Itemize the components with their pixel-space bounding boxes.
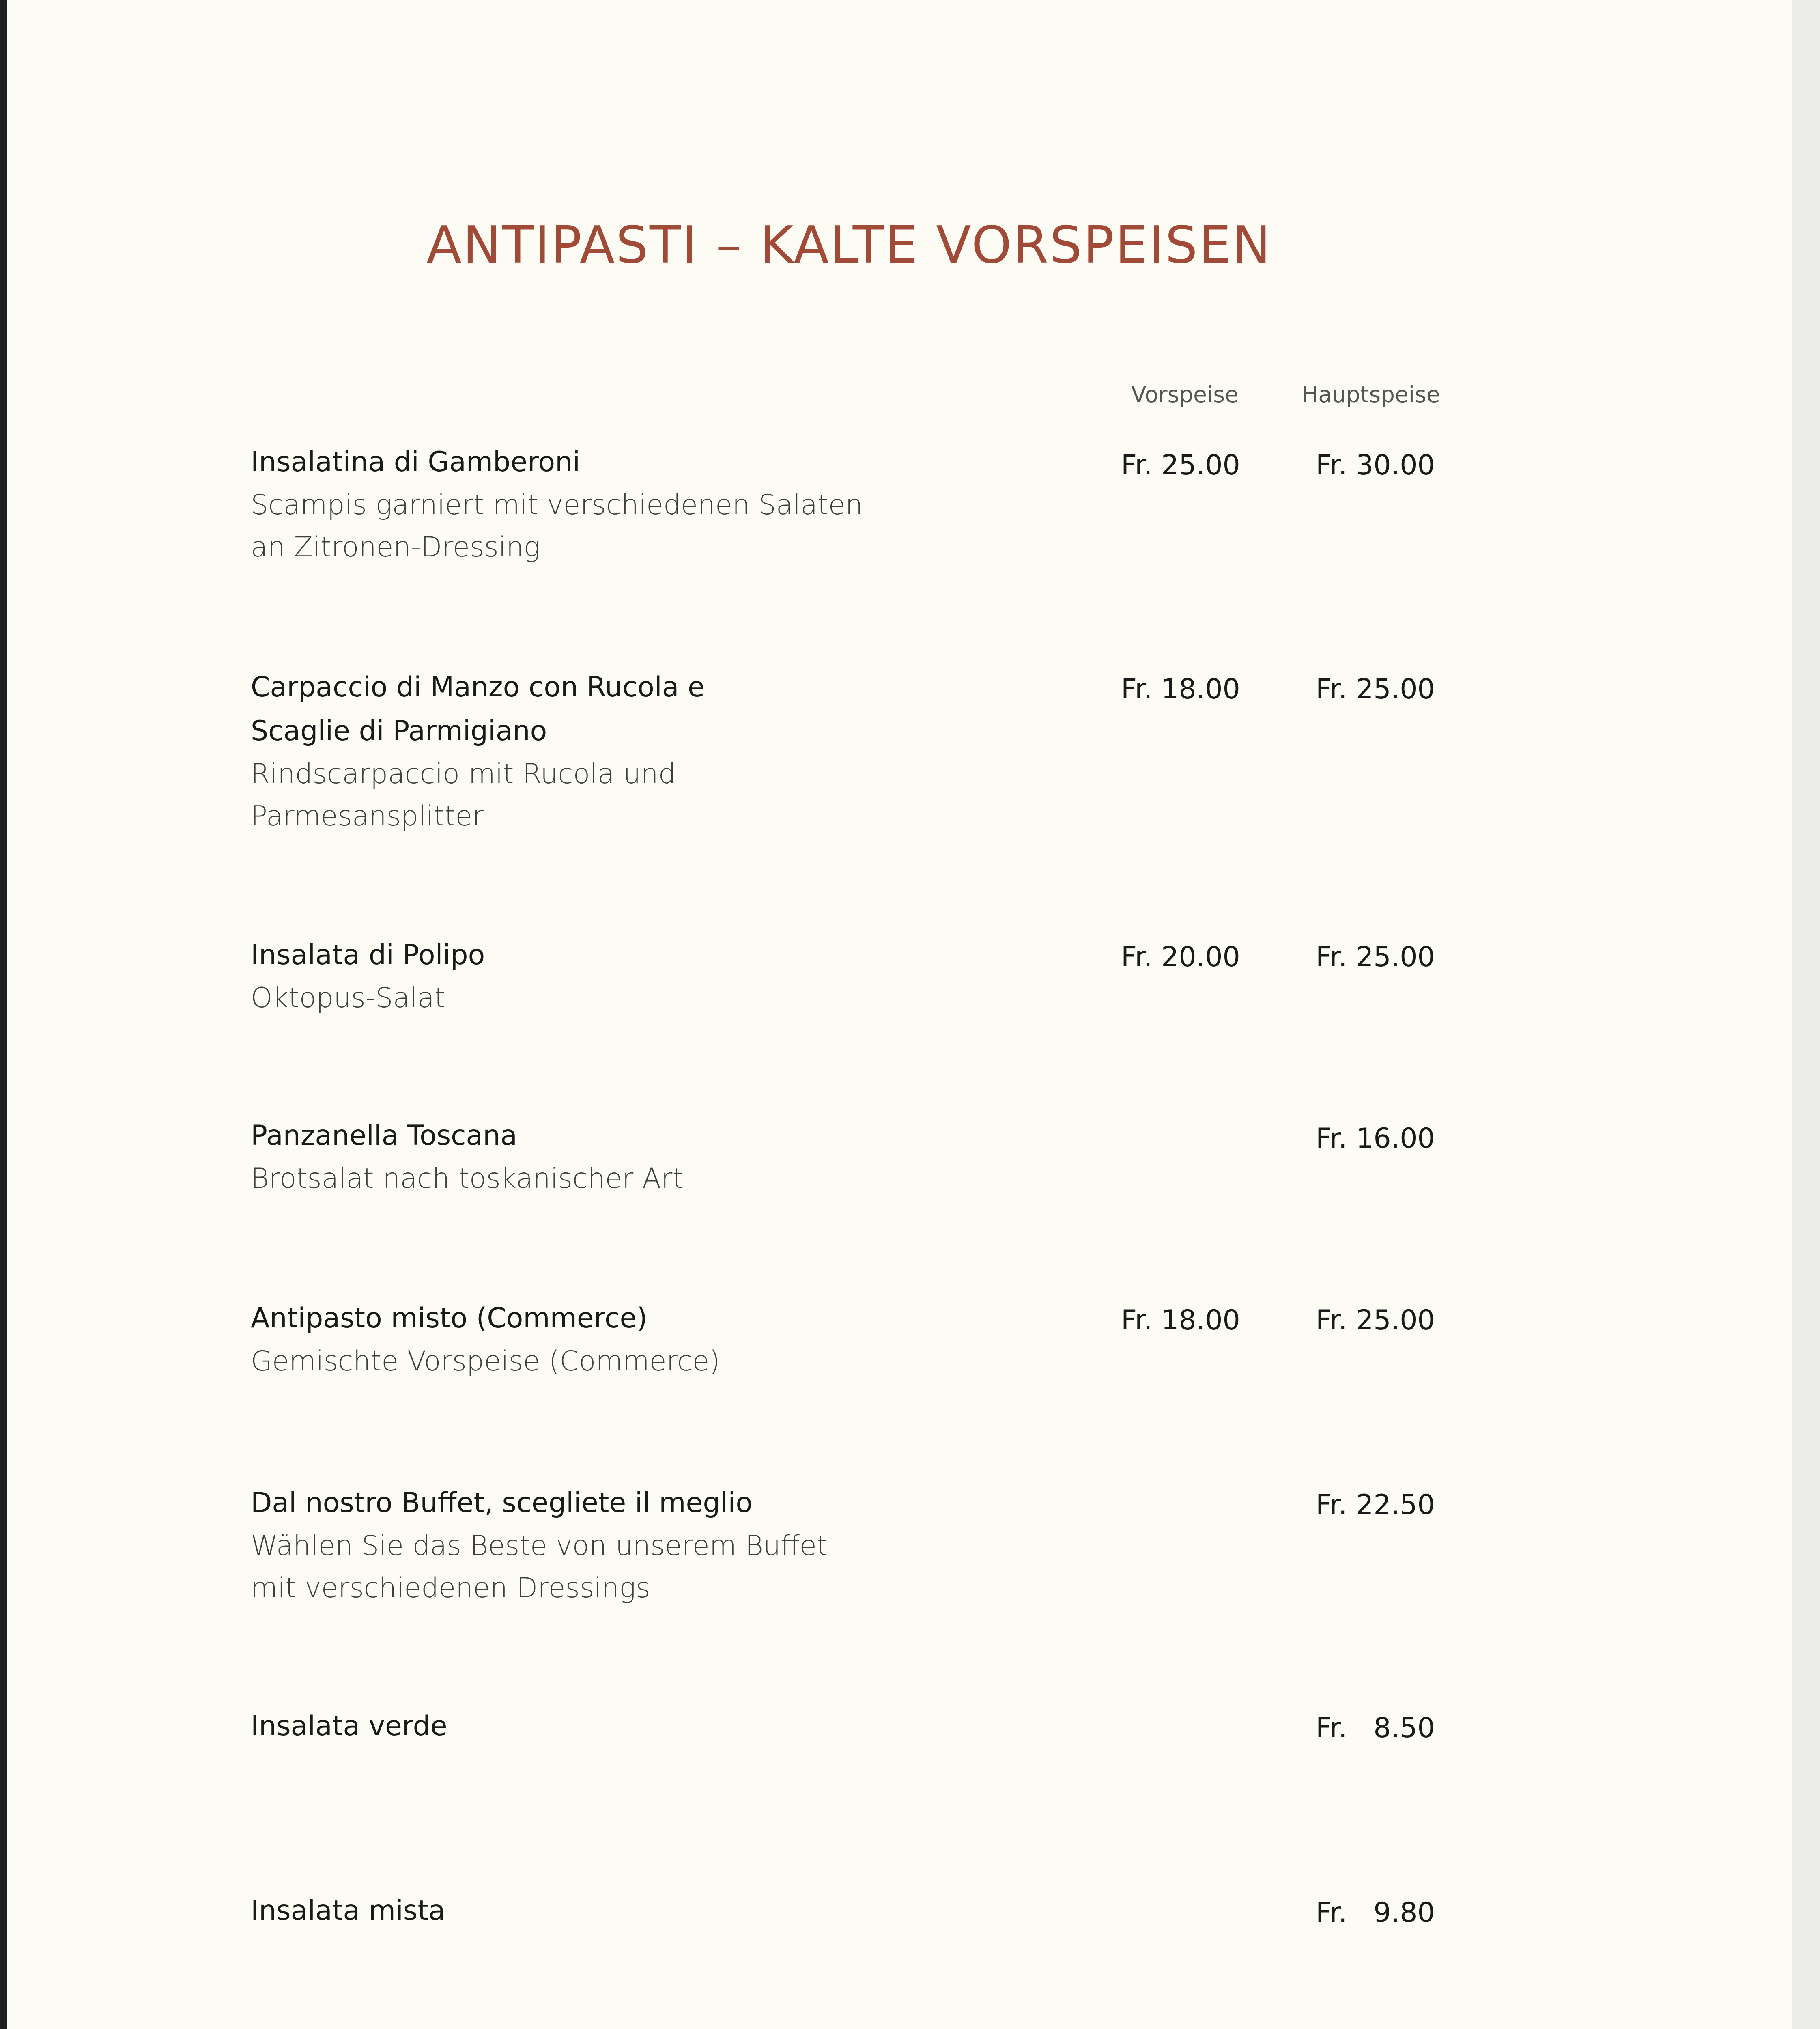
menu-item-description: Gemischte Vorspeise (Commerce) (251, 1345, 720, 1377)
price-main: Fr. 8.50 (1316, 1712, 1435, 1744)
menu-item-name: Insalata mista (251, 1895, 445, 1927)
price-starter: Fr. 18.00 (1121, 1304, 1240, 1336)
price-starter: Fr. 25.00 (1121, 449, 1240, 481)
menu-item (251, 1704, 1265, 1748)
menu-item (251, 1114, 1265, 1200)
column-header-starter: Vorspeise (1131, 381, 1239, 407)
menu-item (251, 440, 1265, 569)
menu-item-name: Dal nostro Buffet, scegliete il meglio (251, 1487, 753, 1519)
menu-item-name: Panzanella Toscana (251, 1120, 517, 1152)
price-main: Fr. 16.00 (1316, 1122, 1435, 1155)
menu-item-name: Insalatina di Gamberoni (251, 446, 581, 478)
menu-item (251, 666, 1265, 838)
price-main: Fr. 25.00 (1316, 673, 1435, 705)
price-main: Fr. 25.00 (1316, 941, 1435, 973)
menu-item (251, 933, 1265, 1019)
menu-item-name: Antipasto misto (Commerce) (251, 1302, 648, 1334)
menu-item-description: Oktopus-Salat (251, 982, 445, 1014)
menu-page (7, 0, 1792, 2029)
price-main: Fr. 30.00 (1316, 449, 1435, 481)
price-main: Fr. 22.50 (1316, 1489, 1435, 1521)
menu-item-name: Insalata di Polipo (251, 939, 485, 971)
price-starter: Fr. 20.00 (1121, 941, 1240, 973)
page-title: ANTIPASTI – KALTE VORSPEISEN (426, 215, 1272, 275)
price-main: Fr. 9.80 (1316, 1897, 1435, 1929)
page-edge-shadow (1792, 0, 1820, 2029)
menu-item-description: Scampis garniert mit verschiedenen Salaten an Zitronen-Dressing (251, 489, 863, 563)
menu-item (251, 1481, 1265, 1609)
column-header-main: Hauptspeise (1302, 381, 1440, 407)
menu-item-name: Insalata verde (251, 1710, 447, 1742)
menu-item-description: Brotsalat nach toskanischer Art (251, 1163, 684, 1195)
menu-item (251, 1889, 1265, 1933)
price-starter: Fr. 18.00 (1121, 673, 1240, 705)
price-main: Fr. 25.00 (1316, 1304, 1435, 1336)
menu-item-description: Wählen Sie das Beste von unserem Buffet mit verschiedenen Dressings (251, 1530, 828, 1604)
menu-item-description: Rindscarpaccio mit Rucola und Parmesansplitter (251, 758, 676, 832)
menu-item-name: Carpaccio di Manzo con Rucola e Scaglie di Parmigiano (251, 671, 705, 747)
menu-item (251, 1297, 1265, 1383)
